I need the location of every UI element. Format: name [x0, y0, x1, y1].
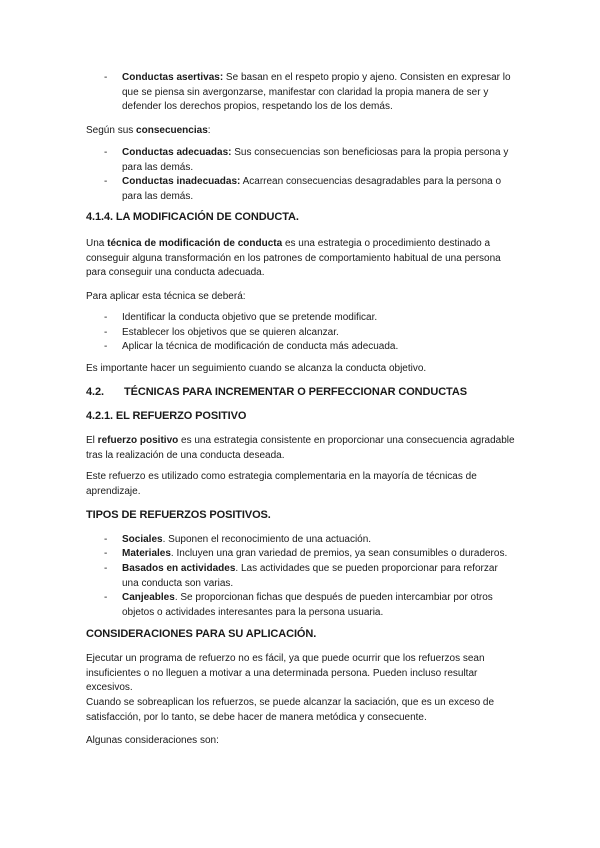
bullet-dash: -: [104, 563, 108, 574]
bullet-dash: -: [104, 176, 108, 187]
definition: Acarrean consecuencias desagradables para la persona o para las demás.: [122, 176, 502, 202]
bullet-dash: -: [104, 341, 108, 352]
list-item-basados-actividades: [104, 562, 516, 591]
list-item-materiales: [104, 547, 516, 562]
heading-consideraciones: CONSIDERACIONES PARA SU APLICACIÓN.: [86, 628, 317, 640]
bullet-dash: -: [104, 312, 108, 323]
list-item-aplicar: - Aplicar la técnica de modificación de conducta más adecuada.: [104, 340, 516, 355]
heading-4-1-4: 4.1.4. LA MODIFICACIÓN DE CONDUCTA.: [86, 211, 299, 223]
bullet-dash: -: [104, 548, 108, 559]
term: Materiales: [122, 548, 171, 559]
paragraph-algunas: Algunas consideraciones son:: [86, 735, 219, 746]
bullet-dash: -: [104, 147, 108, 158]
list-item-sociales: [104, 533, 516, 548]
term: Canjeables: [122, 592, 175, 603]
term: Basados en actividades: [122, 563, 236, 574]
definition: . Suponen el reconocimiento de una actuación.: [162, 534, 372, 545]
definition: Sus consecuencias son beneficiosas para la propia persona y para las demás.: [122, 147, 509, 173]
term: Conductas inadecuadas:: [122, 176, 241, 187]
paragraph-utilizado: Este refuerzo es utilizado como estrategia complementaria en la mayoría de técnicas de aprendizaje.: [86, 471, 477, 497]
paragraph-refuerzo: El refuerzo positivo es una estrategia consistente en proporcionar una consecuencia agradable tras la realización de una conducta deseada.: [86, 435, 515, 461]
bullet-dash: -: [104, 592, 108, 603]
paragraph-consecuencias: Según sus consecuencias:: [86, 125, 211, 136]
list-item-canjeables: [104, 591, 516, 620]
heading-tipos: TIPOS DE REFUERZOS POSITIVOS.: [86, 509, 271, 521]
paragraph-seguimiento: Es importante hacer un seguimiento cuando se alcanza la conducta objetivo.: [86, 363, 427, 374]
list-item-establecer: - Establecer los objetivos que se quieren alcanzar.: [104, 326, 516, 341]
list-item-conductas-asertivas: [104, 71, 516, 115]
definition: . Incluyen una gran variedad de premios, ya sean consumibles o duraderos.: [170, 548, 508, 559]
heading-4-2: 4.2. TÉCNICAS PARA INCREMENTAR O PERFECCIONAR CONDUCTAS: [86, 386, 467, 398]
bullet-dash: -: [104, 327, 108, 338]
term: Conductas asertivas:: [122, 72, 224, 83]
term: Conductas adecuadas:: [122, 147, 232, 158]
bullet-dash: -: [104, 534, 108, 545]
definition: . Las actividades que se pueden proporcionar para reforzar una conducta son varias.: [122, 563, 498, 589]
list-item-conductas-inadecuadas: [104, 175, 516, 204]
paragraph-aplicar: Para aplicar esta técnica se deberá:: [86, 291, 246, 302]
paragraph-ejecutar: Ejecutar un programa de refuerzo no es fácil, ya que puede ocurrir que los refuerzos sean insuficientes o no lleguen a motivar a una determinada persona. Pueden incluso resultar excesivos.: [86, 653, 485, 693]
list-item-conductas-adecuadas: [104, 146, 516, 175]
list-item-identificar: - Identificar la conducta objetivo que se pretende modificar.: [104, 311, 516, 326]
bullet-dash: -: [104, 72, 108, 83]
definition: . Se proporcionan fichas que después de pueden intercambiar por otros objetos o actividades interesantes para la persona usuaria.: [122, 592, 493, 618]
definition: Se basan en el respeto propio y ajeno. Consisten en expresar lo que se piensa sin avergonzarse, manifestar con claridad la propia manera de ser y defender los derechos propios, respetando los de los demás.: [122, 72, 511, 112]
heading-4-2-1: 4.2.1. EL REFUERZO POSITIVO: [86, 410, 247, 422]
term: Sociales: [122, 534, 163, 545]
paragraph-sobreaplican: Cuando se sobreaplican los refuerzos, se puede alcanzar la saciación, que es un exceso de satisfacción, por lo tanto, se debe hacer de manera metódica y consecuente.: [86, 697, 495, 723]
paragraph-tecnica: Una técnica de modificación de conducta es una estrategia o procedimiento destinado a conseguir alguna transformación en los patrones de comportamiento habitual de una persona para conseguir una conducta adecuada.: [86, 238, 501, 278]
